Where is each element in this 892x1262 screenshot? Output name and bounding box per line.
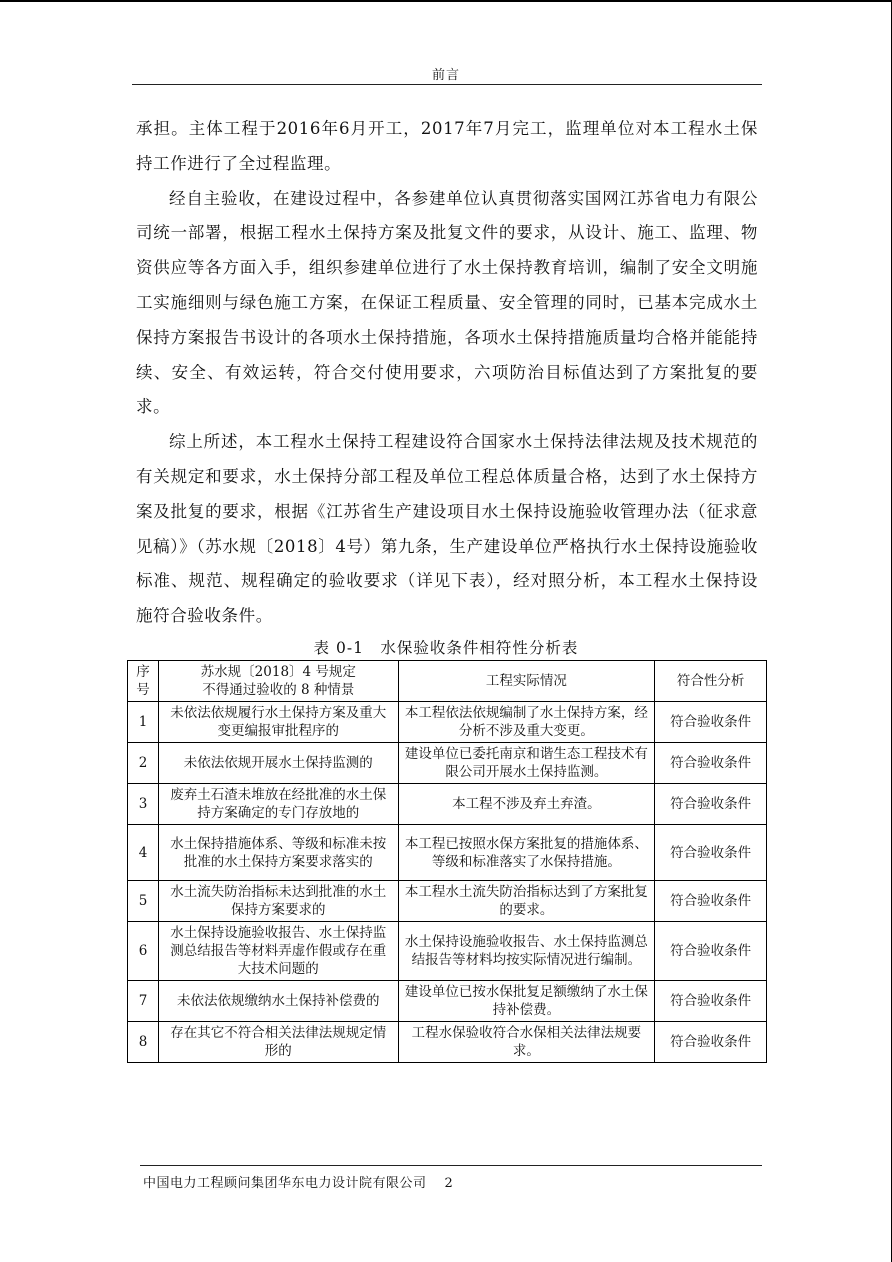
table-row — [128, 1022, 767, 1063]
row-actual: 工程水保验收符合水保相关法律法规要求。 — [398, 1022, 655, 1063]
footer-rule — [140, 1165, 762, 1166]
page-frame-top — [0, 0, 892, 2]
row-result: 符合验收条件 — [655, 981, 767, 1022]
row-result: 符合验收条件 — [655, 825, 767, 881]
paragraph-1: 承担。主体工程于2016年6月开工，2017年7月完工，监理单位对本工程水土保持工作进行了全过程监理。 — [136, 119, 758, 173]
row-rule: 水土保持措施体系、等级和标准未按批准的水土保持方案要求落实的 — [158, 825, 398, 881]
row-no: 8 — [128, 1022, 159, 1063]
footer — [143, 1172, 453, 1191]
row-rule: 未依法依规履行水土保持方案及重大变更编报审批程序的 — [158, 702, 398, 743]
header-rule — [132, 84, 762, 85]
table-caption: 表 0-1 水保验收条件相符性分析表 — [313, 639, 579, 657]
row-no: 2 — [128, 743, 159, 784]
table-row — [128, 825, 767, 881]
row-result: 符合验收条件 — [655, 922, 767, 981]
body-text — [136, 112, 758, 634]
row-actual: 本工程水土流失防治指标达到了方案批复的要求。 — [398, 881, 655, 922]
row-actual: 建设单位已按水保批复足额缴纳了水土保持补偿费。 — [398, 981, 655, 1022]
running-header: 前言 — [431, 68, 460, 83]
row-result: 符合验收条件 — [655, 881, 767, 922]
row-result: 符合验收条件 — [655, 1022, 767, 1063]
row-rule: 未依法依规缴纳水土保持补偿费的 — [158, 981, 398, 1022]
row-rule: 水土流失防治指标未达到批准的水土保持方案要求的 — [158, 881, 398, 922]
header-no: 序号 — [128, 661, 159, 702]
row-rule: 未依法依规开展水土保持监测的 — [158, 743, 398, 784]
row-actual: 本工程依法依规编制了水土保持方案，经分析不涉及重大变更。 — [398, 702, 655, 743]
table-row — [128, 702, 767, 743]
header-rule-line1: 苏水规〔2018〕4 号规定 — [200, 664, 356, 680]
paragraph-2: 经自主验收，在建设过程中，各参建单位认真贯彻落实国网江苏省电力有限公司统一部署，根据工程水土保持方案及批复文件的要求，从设计、施工、监理、物资供应等各方面入手，组织参建单位进行了水土保持教育培训，编制了安全文明施工实施细则与绿色施工方案，在保证工程质量、安全管理的同时，已基本完成水土保持方案报告书设计的各项水土保持措施，各项水土保持措施质量均合格并能能持续、安全、有效运转，符合交付使用要求，六项防治目标值达到了方案批复的要求。 — [136, 188, 758, 417]
row-actual: 本工程不涉及弃土弃渣。 — [398, 784, 655, 825]
header-rule-line2: 不得通过验收的 8 种情景 — [202, 682, 355, 698]
table-header-row — [128, 661, 767, 702]
row-rule: 水土保持设施验收报告、水土保持监测总结报告等材料弄虚作假或存在重大技术问题的 — [158, 922, 398, 981]
row-rule: 废弃土石渣未堆放在经批准的水土保持方案确定的专门存放地的 — [158, 784, 398, 825]
row-no: 3 — [128, 784, 159, 825]
table-row — [128, 881, 767, 922]
row-no: 5 — [128, 881, 159, 922]
row-actual: 建设单位已委托南京和谐生态工程技术有限公司开展水土保持监测。 — [398, 743, 655, 784]
row-rule: 存在其它不符合相关法律法规规定情形的 — [158, 1022, 398, 1063]
table-row — [128, 922, 767, 981]
table-row — [128, 743, 767, 784]
row-no: 6 — [128, 922, 159, 981]
header-rule — [158, 661, 398, 702]
row-result: 符合验收条件 — [655, 784, 767, 825]
row-no: 7 — [128, 981, 159, 1022]
page-number: 2 — [444, 1176, 454, 1191]
row-no: 1 — [128, 702, 159, 743]
header-result: 符合性分析 — [655, 661, 767, 702]
row-no: 4 — [128, 825, 159, 881]
compliance-table — [127, 660, 767, 1063]
header-actual: 工程实际情况 — [398, 661, 655, 702]
row-actual: 本工程已按照水保方案批复的措施体系、等级和标准落实了水保持措施。 — [398, 825, 655, 881]
row-result: 符合验收条件 — [655, 743, 767, 784]
paragraph-3: 综上所述，本工程水土保持工程建设符合国家水土保持法律法规及技术规范的有关规定和要求，水土保持分部工程及单位工程总体质量合格，达到了水土保持方案及批复的要求，根据《江苏省生产建设项目水土保持设施验收管理办法（征求意见稿）》（苏水规〔2018〕4号）第九条，生产建设单位严格执行水土保持设施验收标准、规范、规程确定的验收要求（详见下表），经对照分析，本工程水土保持设施符合验收条件。 — [136, 432, 758, 626]
row-result: 符合验收条件 — [655, 702, 767, 743]
footer-company: 中国电力工程顾问集团华东电力设计院有限公司 — [143, 1176, 427, 1191]
table-row — [128, 981, 767, 1022]
table-row — [128, 784, 767, 825]
row-actual: 水土保持设施验收报告、水土保持监测总结报告等材料均按实际情况进行编制。 — [398, 922, 655, 981]
